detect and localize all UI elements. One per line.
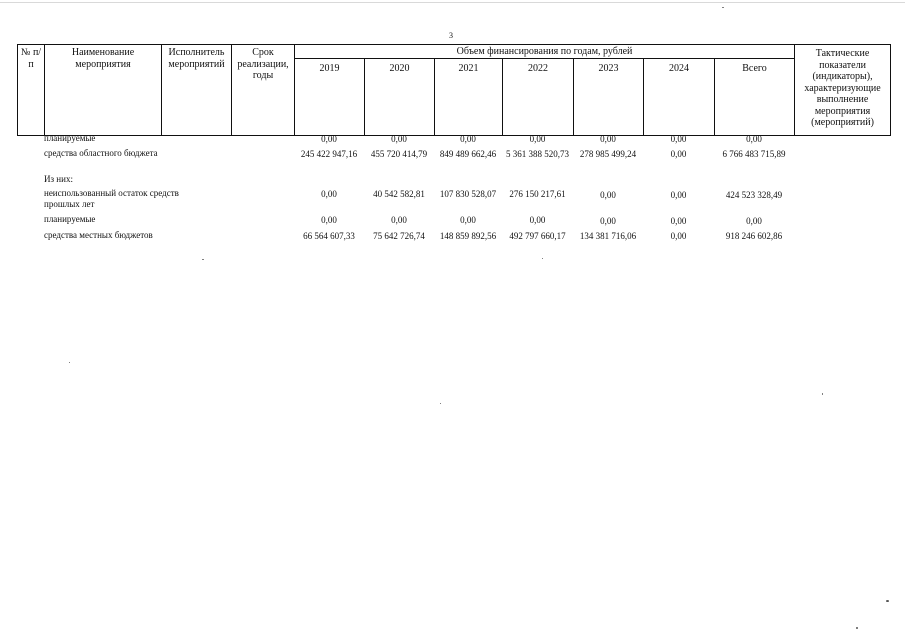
- scan-speck: [822, 393, 823, 395]
- scan-speck: [69, 362, 70, 363]
- col-header-year-2019: 2019: [295, 58, 365, 135]
- col-header-term: Срок реализации, годы: [232, 45, 295, 136]
- cell-2022: 5 361 388 520,73: [506, 149, 569, 159]
- cell-2024: 0,00: [670, 149, 687, 159]
- cell-2021: 0,00: [460, 134, 476, 144]
- cell-2024: 0,00: [670, 134, 687, 144]
- cell-2022: 276 150 217,61: [509, 189, 566, 199]
- page-number: 3: [449, 31, 453, 40]
- row-label: неиспользованный остаток средств прошлых лет: [44, 188, 179, 209]
- cell-2021: 0,00: [460, 215, 476, 225]
- row-label: планируемые: [44, 214, 96, 224]
- cell-2023: 134 381 716,06: [579, 231, 637, 241]
- col-header-year-2023: 2023: [574, 58, 644, 135]
- cell-total: 918 246 602,86: [725, 231, 783, 241]
- cell-total: 0,00: [746, 216, 762, 226]
- row-label: средства местных бюджетов: [44, 230, 153, 240]
- cell-2020: 455 720 414,79: [370, 149, 428, 159]
- cell-2020: 40 542 582,81: [373, 189, 425, 199]
- scan-speck: [856, 627, 858, 629]
- cell-2020: 0,00: [391, 215, 407, 225]
- cell-total: 0,00: [746, 134, 762, 144]
- cell-2024: 0,00: [670, 190, 687, 200]
- scan-speck: [202, 259, 204, 260]
- col-header-total: Всего: [715, 58, 795, 135]
- scan-speck: [542, 258, 543, 259]
- row-label: средства областного бюджета: [44, 148, 158, 158]
- cell-2022: 0,00: [529, 215, 546, 225]
- cell-2024: 0,00: [670, 231, 687, 241]
- cell-2023: 278 985 499,24: [579, 149, 637, 159]
- col-header-year-2024: 2024: [644, 58, 715, 135]
- scan-speck: [722, 7, 724, 8]
- cell-2019: 0,00: [321, 134, 337, 144]
- col-header-year-2020: 2020: [365, 58, 435, 135]
- col-header-executor: Исполнитель мероприятий: [162, 45, 232, 136]
- cell-2021: 849 489 662,46: [439, 149, 497, 159]
- cell-2020: 75 642 726,74: [373, 231, 425, 241]
- cell-2021: 107 830 528,07: [439, 189, 497, 199]
- col-header-financing: Объем финансирования по годам, рублей: [295, 45, 795, 59]
- cell-2022: 0,00: [529, 134, 546, 144]
- row-label: планируемые: [44, 133, 96, 143]
- cell-2023: 0,00: [600, 134, 616, 144]
- col-header-year-2022: 2022: [503, 58, 574, 135]
- col-header-number: № п/п: [18, 45, 45, 136]
- cell-2020: 0,00: [391, 134, 407, 144]
- col-header-tactical: Тактические показатели (индикаторы), характеризующие выполнение мероприятия (мероприятий): [795, 45, 891, 136]
- col-header-year-2021: 2021: [435, 58, 503, 135]
- row-label: Из них:: [44, 174, 73, 184]
- cell-2022: 492 797 660,17: [509, 231, 566, 241]
- scan-speck: [886, 600, 889, 602]
- scan-speck: [440, 403, 441, 404]
- cell-2021: 148 859 892,56: [439, 231, 497, 241]
- cell-2019: 0,00: [321, 189, 337, 199]
- cell-2019: 245 422 947,16: [300, 149, 358, 159]
- cell-2019: 0,00: [321, 215, 337, 225]
- col-header-name: Наименование мероприятия: [45, 45, 162, 136]
- cell-total: 6 766 483 715,89: [722, 149, 786, 159]
- cell-2019: 66 564 607,33: [303, 231, 355, 241]
- cell-2023: 0,00: [600, 190, 616, 200]
- cell-2024: 0,00: [670, 216, 687, 226]
- cell-total: 424 523 328,49: [725, 190, 783, 200]
- cell-2023: 0,00: [600, 216, 616, 226]
